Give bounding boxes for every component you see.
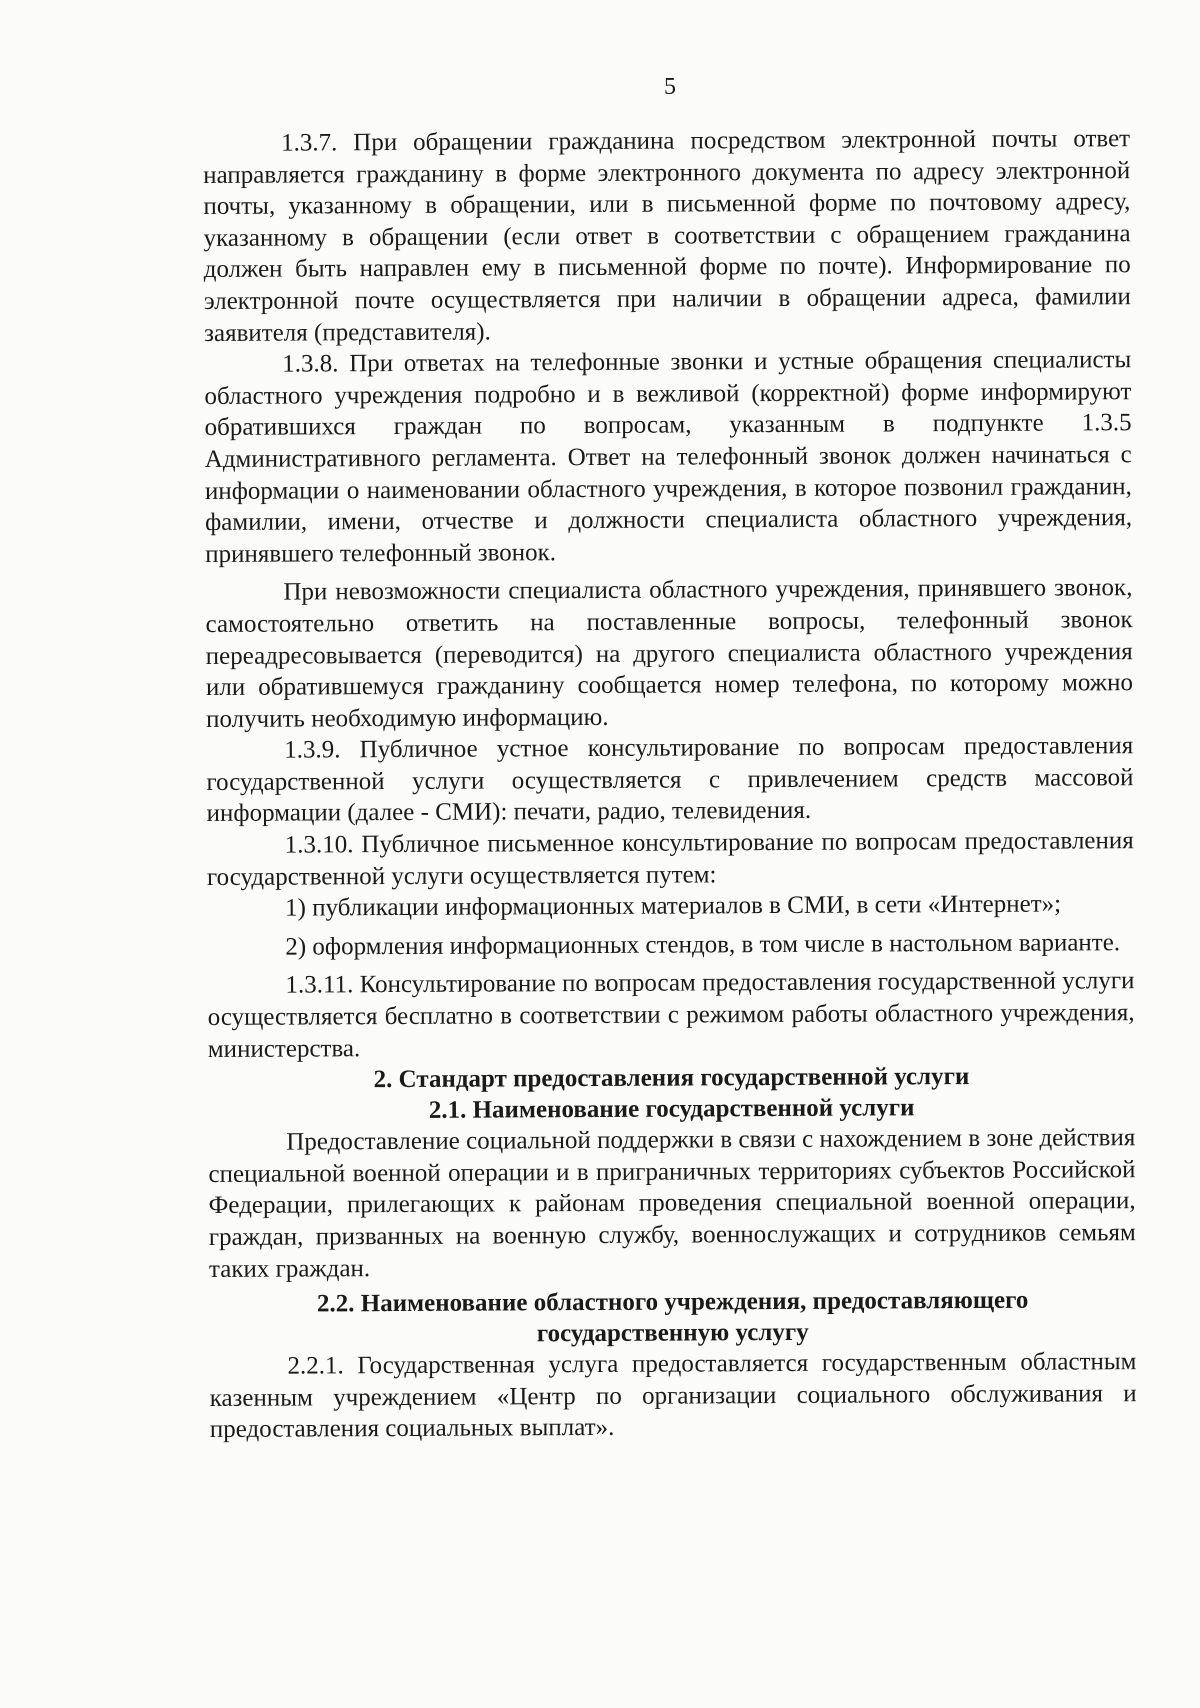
section-heading-2-2: [209, 1284, 1136, 1351]
paragraph-1-3-10: 1.3.10. Публичное письменное консультирование по вопросам предоставления государственной услуги осуществляется путем:: [206, 827, 1134, 891]
paragraph-2-1: Предоставление социальной поддержки в связи с нахождением в зоне действия специальной военной операции и в приграничных территориях субъектов Российской Федерации, прилегающих к районам проведения специальной военной операции, граждан, призванных на военную службу, военнослужащих и сотрудников семьям таких граждан.: [208, 1124, 1136, 1283]
paragraph-1-3-9: 1.3.9. Публичное устное консультирование по вопросам предоставления государственной услуги осуществляется с привлечением средств массовой информации (далее - СМИ): печати, радио, телевидения.: [206, 732, 1134, 828]
list-item-2: 2) оформления информационных стендов, в том числе в настольном варианте.: [285, 929, 1121, 961]
section-heading-2: 2. Стандарт предоставления государственной услуги: [373, 1063, 970, 1094]
section-heading-2-2-line1: 2.2. Наименование областного учреждения, предоставляющего: [316, 1286, 1029, 1318]
paragraph-2-2-1: 2.2.1. Государственная услуга предоставляется государственным областным казенным учреждением «Центр по организации социального обслуживания и предоставления социальных выплат».: [209, 1348, 1137, 1444]
paragraph-1-3-7: 1.3.7. При обращении гражданина посредством электронной почты ответ направляется гражданину в форме электронного документа по адресу электронной почты, указанному в обращении, или в письменной форме по почтовому адресу, указанному в обращении (если ответ в соответствии с обращением гражданина должен быть направлен ему в письменной форме по почте). Информирование по электронной почте осуществляется при наличии в обращении адреса, фамилии заявителя (представителя).: [203, 125, 1131, 347]
paragraph-1-3-8-continued: При невозможности специалиста областного учреждения, принявшего звонок, самостоятельно ответить на поставленные вопросы, телефонный звонок переадресовывается (переводится) на другого специалиста областного учреждения или обратившемуся гражданину сообщается номер телефона, по которому можно получить необходимую информацию.: [205, 574, 1133, 733]
paragraph-1-3-8: 1.3.8. При ответах на телефонные звонки и устные обращения специалисты областного учреждения подробно и в вежливой (корректной) форме информируют обратившихся граждан по вопросам, указанным в подпункте 1.3.5 Административного регламента. Ответ на телефонный звонок должен начинаться с информации о наименовании областного учреждения, в которое позвонил гражданин, фамилии, имени, отчестве и должности специалиста областного учреждения, принявшего телефонный звонок.: [204, 346, 1133, 568]
document-body: [203, 123, 1137, 1446]
paragraph-1-3-11: 1.3.11. Консультирование по вопросам предоставления государственной услуги осуществляется бесплатно в соответствии с режимом работы областного учреждения, министерства.: [207, 967, 1135, 1063]
list-item-1: 1) публикации информационных материалов в СМИ, в сети «Интернет»;: [285, 890, 1062, 922]
section-heading-2-1: 2.1. Наименование государственной услуги: [428, 1094, 915, 1125]
page-number: 5: [664, 74, 676, 100]
section-heading-2-2-line2: государственную услугу: [536, 1319, 809, 1348]
